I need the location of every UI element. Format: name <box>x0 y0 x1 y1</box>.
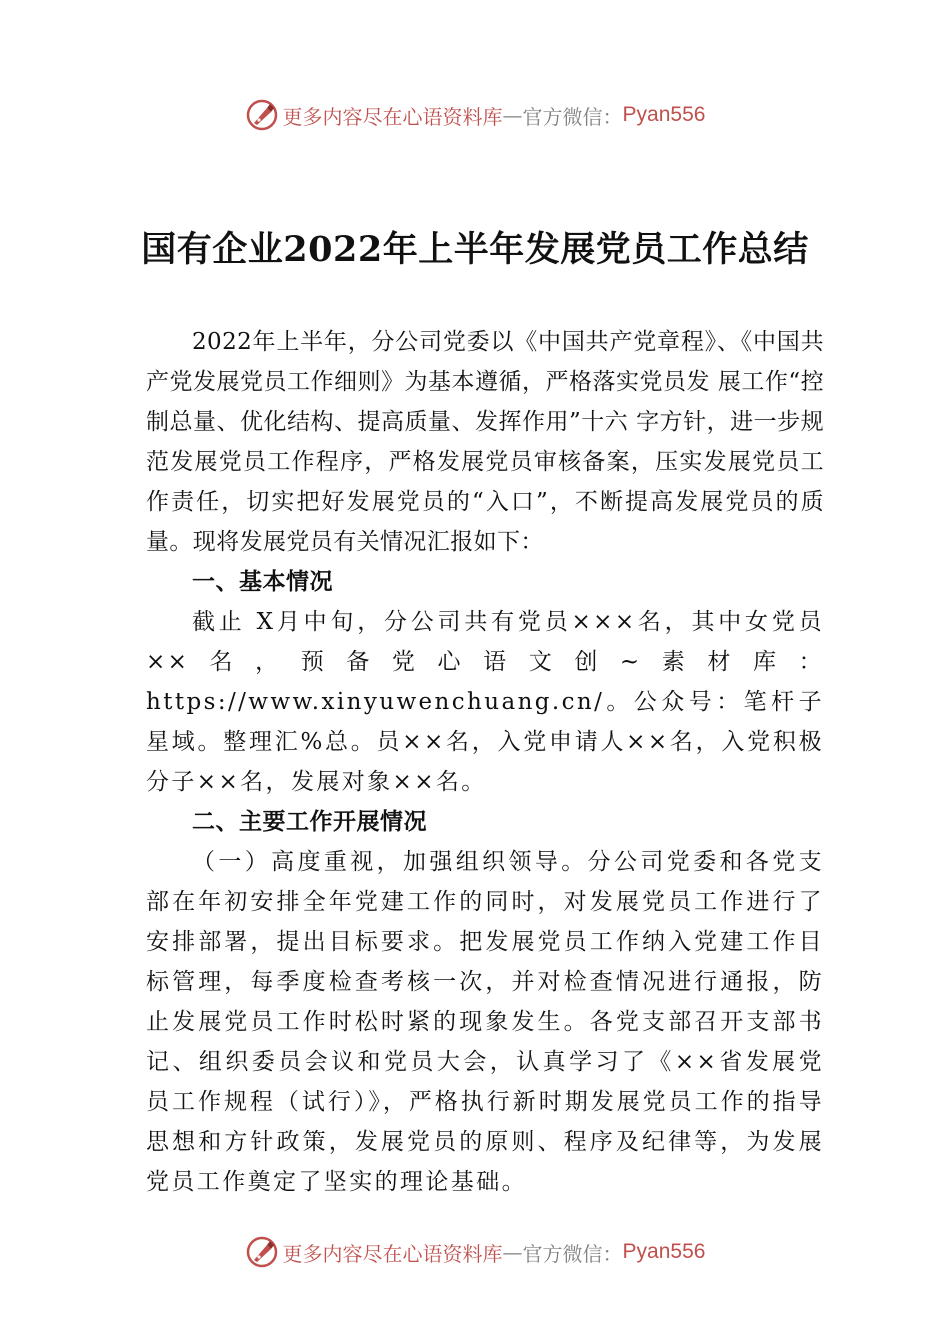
watermark-main-text: 更多内容尽在心语资料库 <box>282 1241 503 1266</box>
section-heading-main-work: 二、主要工作开展情况 <box>192 809 427 835</box>
watermark-official-label: 官方微信： <box>522 104 623 129</box>
pen-nib-logo-icon <box>245 1235 279 1269</box>
watermark-main-text: 更多内容尽在心语资料库 <box>282 104 503 129</box>
watermark-wechat-id: Pyan556 <box>622 103 706 126</box>
basic-situation-paragraph: 截止 X月中旬，分公司共有党员×××名，其中女党员××名，预备党心语文创~素材库：https://www.xinyuwenchuang.cn/。公众号：笔杆子星域。整理汇%总。员××名，入党申请人××名，入党积极分子××名，发展对象××名。 <box>146 609 824 795</box>
watermark-official-label: 官方微信： <box>522 1241 623 1266</box>
section-heading-basic: 一、基本情况 <box>192 569 333 595</box>
watermark-dash: — <box>502 103 523 127</box>
watermark-wechat-id: Pyan556 <box>622 1240 706 1263</box>
document-title: 国有企业2022年上半年发展党员工作总结 <box>141 229 809 271</box>
pen-nib-logo-icon <box>245 98 279 132</box>
document-body <box>146 322 824 1202</box>
header-watermark <box>0 95 950 135</box>
intro-paragraph: 2022年上半年，分公司党委以《中国共产党章程》、《中国共产党发展党员工作细则》为基本遵循，严格落实党员发 展工作“控制总量、优化结构、提高质量、发挥作用”十六 字方针，进一步规范发展党员工作程序，严格发展党员审核备案，压实发展党员工作责任，切实把好发展党员的“入口”，不断提高发展党员的质量。现将发展党员有关情况汇报如下： <box>146 329 824 555</box>
main-work-item-1-paragraph: （一）高度重视，加强组织领导。分公司党委和各党支部在年初安排全年党建工作的同时，对发展党员工作进行了安排部署，提出目标要求。把发展党员工作纳入党建工作目标管理，每季度检查考核一次，并对检查情况进行通报，防止发展党员工作时松时紧的现象发生。各党支部召开支部书记、组织委员会议和党员大会，认真学习了《××省发展党员工作规程（试行）》，严格执行新时期发展党员工作的指导思想和方针政策，发展党员的原则、程序及纪律等，为发展党员工作奠定了坚实的理论基础。 <box>146 849 824 1195</box>
footer-watermark <box>0 1232 950 1272</box>
watermark-dash: — <box>502 1240 523 1264</box>
